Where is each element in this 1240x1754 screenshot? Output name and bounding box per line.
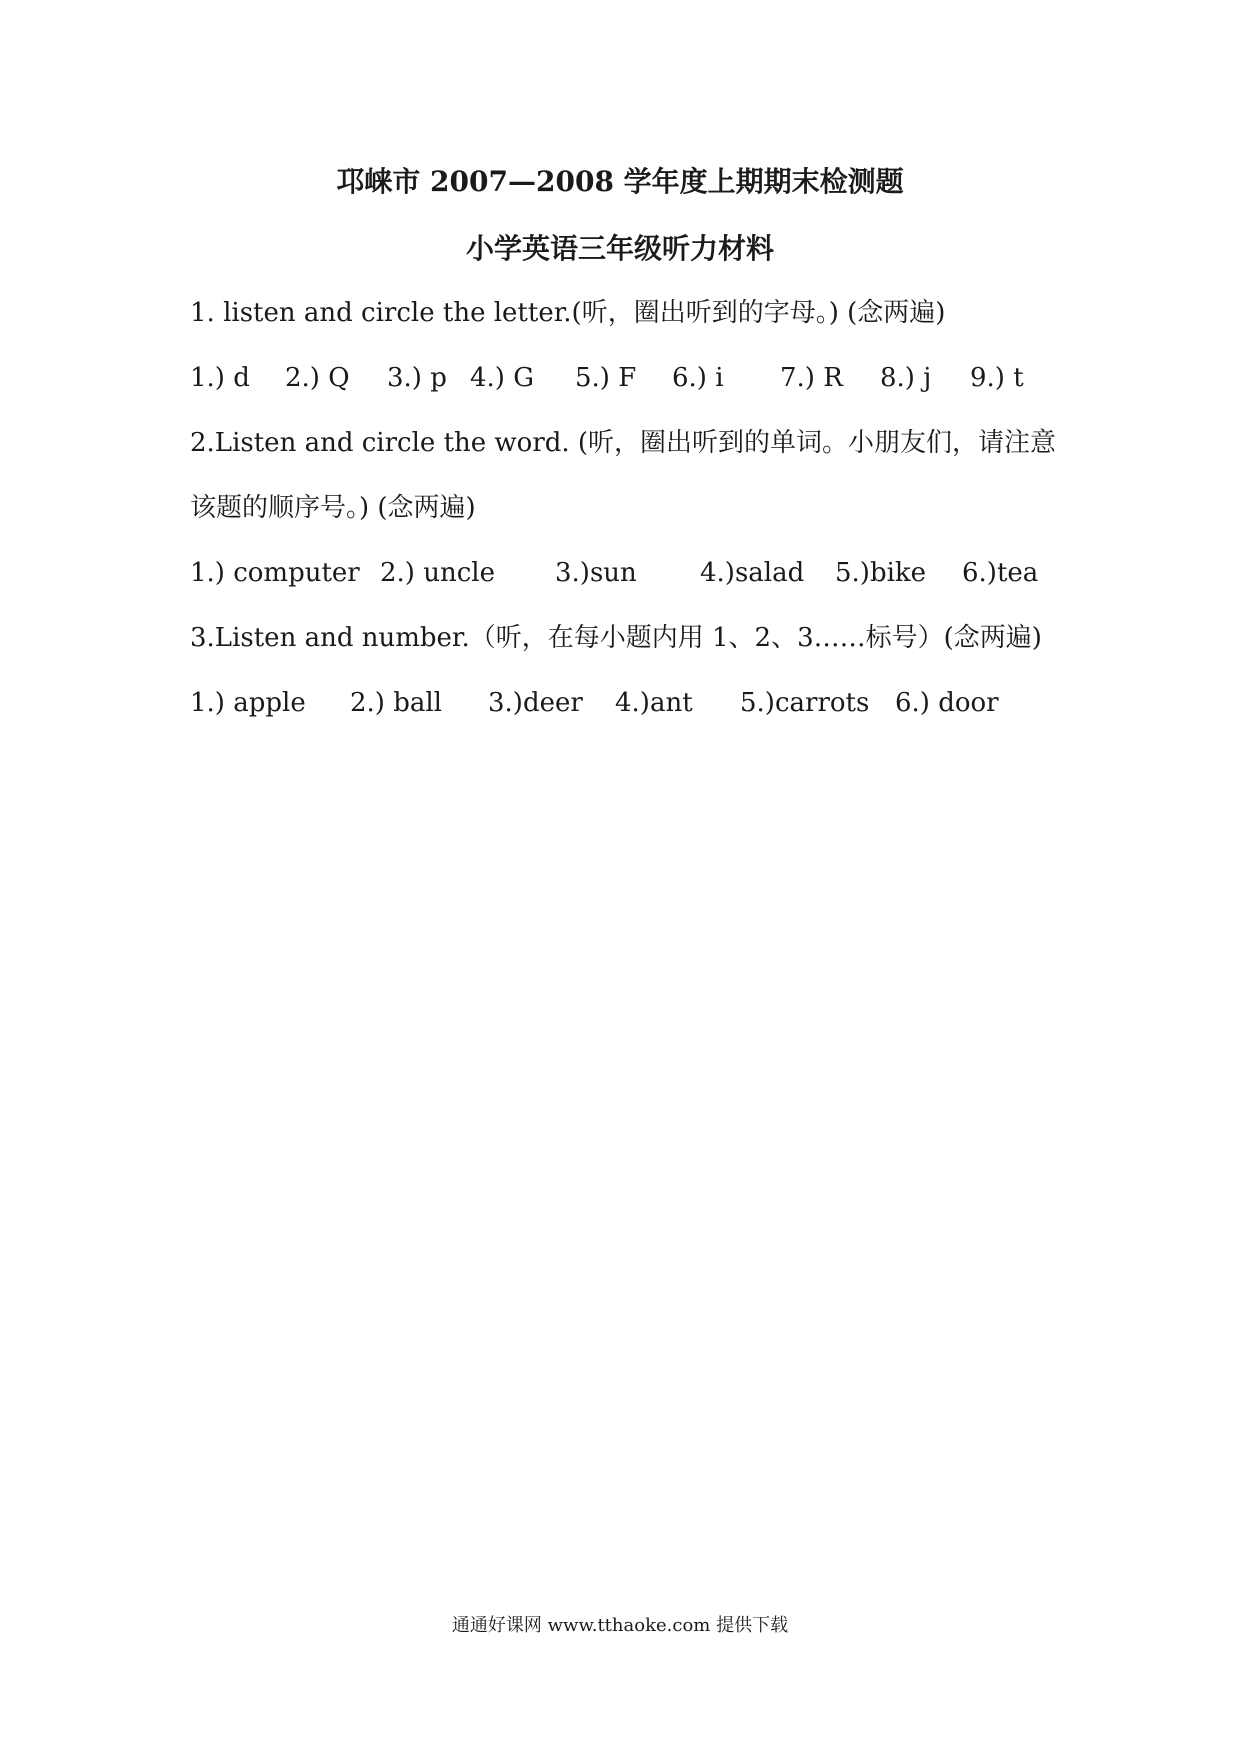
list-item: 4.)salad (700, 558, 805, 588)
section-2-heading-line2: 该题的顺序号。) (念两遍) (190, 493, 476, 523)
list-item: 5.) F (575, 363, 637, 393)
list-item: 8.) j (880, 363, 932, 393)
list-item: 5.)bike (835, 558, 927, 588)
section-2-heading-line1: 2.Listen and circle the word. (听，圈出听到的单词。小朋友们，请注意 (190, 428, 1057, 458)
list-item: 6.) i (672, 363, 724, 393)
list-item: 5.)carrots (740, 688, 870, 718)
list-item: 7.) R (780, 363, 843, 393)
list-item: 2.) uncle (380, 558, 495, 588)
list-item: 1.) apple (190, 688, 306, 718)
page-footer: 通通好课网 www.tthaoke.com 提供下载 (451, 1615, 789, 1636)
list-item: 3.) p (387, 363, 447, 393)
list-item: 6.)tea (962, 558, 1039, 588)
section-3-items (0, 686, 1240, 720)
list-item: 9.) t (970, 363, 1024, 393)
list-item: 3.)deer (488, 688, 583, 718)
section-1-items (0, 361, 1240, 395)
list-item: 2.) Q (285, 363, 350, 393)
section-3-heading: 3.Listen and number.（听，在每小题内用 1、2、3……标号）(念两遍) (190, 623, 1042, 653)
list-item: 1.) computer (190, 558, 360, 588)
list-item: 6.) door (895, 688, 999, 718)
page-subtitle: 小学英语三年级听力材料 (465, 232, 774, 265)
list-item: 3.)sun (555, 558, 637, 588)
list-item: 4.)ant (615, 688, 693, 718)
list-item: 4.) G (470, 363, 534, 393)
page-title: 邛崃市 2007—2008 学年度上期期末检测题 (336, 165, 904, 198)
list-item: 2.) ball (350, 688, 442, 718)
list-item: 1.) d (190, 363, 250, 393)
section-2-items (0, 556, 1240, 590)
section-1-heading: 1. listen and circle the letter.(听，圈出听到的字母。) (念两遍) (190, 298, 946, 328)
